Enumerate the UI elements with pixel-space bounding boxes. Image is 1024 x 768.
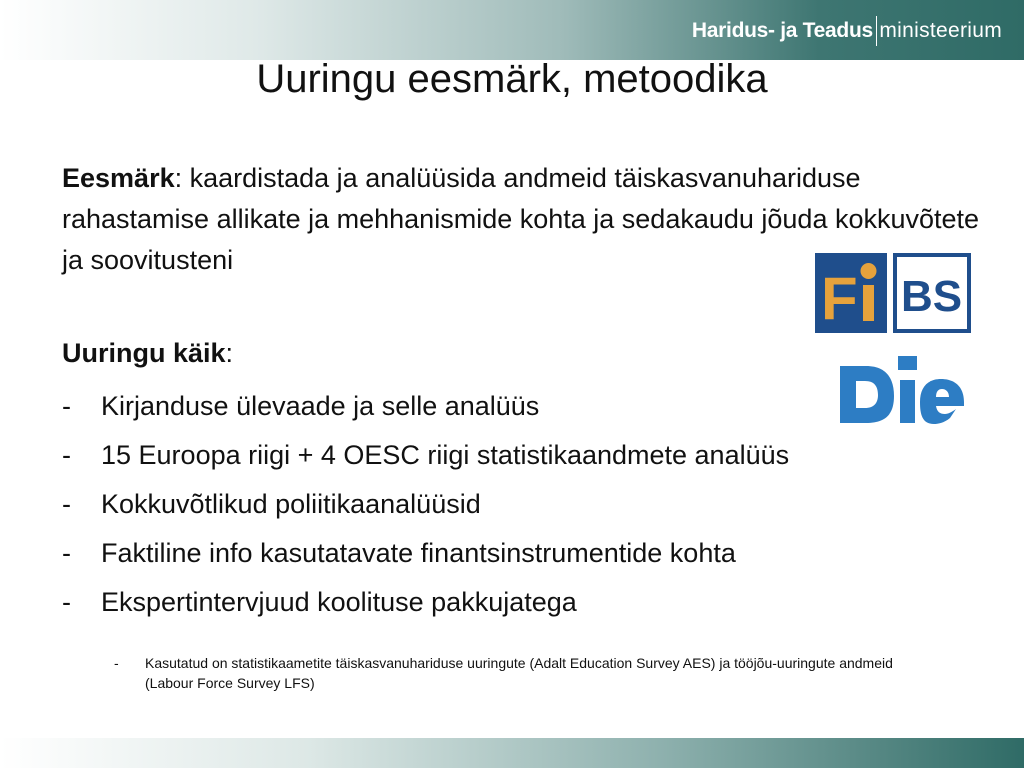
steps-colon: :: [225, 338, 234, 368]
footnote-text: Kasutatud on statistikaametite täiskasvanuhariduse uuringute (Adalt Education Survey AES) ja tööjõu-uuringute andmeid (Labour Force Survey LFS): [145, 655, 893, 691]
svg-text:F: F: [821, 265, 858, 332]
bullet-dash: -: [114, 655, 119, 671]
steps-label: Uuringu käik: [62, 338, 226, 368]
bullet-dash: -: [62, 538, 71, 568]
goal-text: : kaardistada ja analüüsida andmeid täiskasvanuhariduse rahastamise allikate ja mehhanismide kohta ja sedakaudu jõuda kokkuvõtete ja soovitusteni: [62, 163, 980, 275]
fibs-logo: [813, 249, 973, 337]
die-logo: [838, 352, 973, 425]
list-item-text: 15 Euroopa riigi + 4 OESC riigi statistikaandmete analüüs: [101, 440, 790, 470]
footer-band: [0, 738, 1024, 768]
list-item-text: Kokkuvõtlikud poliitikaanalüüsid: [101, 489, 481, 519]
bullet-dash: -: [62, 587, 71, 617]
list-item-text: Ekspertintervjuud koolituse pakkujatega: [101, 587, 577, 617]
goal-label: Eesmärk: [62, 163, 175, 193]
bullet-dash: -: [62, 440, 71, 470]
steps-list: [62, 386, 789, 631]
list-item: [62, 435, 789, 484]
bullet-dash: -: [62, 489, 71, 519]
list-item-text: Faktiline info kasutatavate finantsinstrumentide kohta: [101, 538, 736, 568]
ministry-divider: [876, 16, 878, 46]
ministry-logo: [692, 16, 1002, 46]
list-item: [62, 484, 789, 533]
svg-text:BS: BS: [901, 272, 963, 321]
ministry-name-light: ministeerium: [879, 19, 1002, 42]
bullet-dash: -: [62, 391, 71, 421]
list-item: [62, 533, 789, 582]
slide-title: Uuringu eesmärk, metoodika: [256, 57, 768, 101]
list-item: [62, 386, 789, 435]
steps-heading: [62, 338, 233, 369]
list-item: [62, 582, 789, 631]
list-item-text: Kirjanduse ülevaade ja selle analüüs: [101, 391, 540, 421]
footnote: [114, 653, 934, 693]
ministry-name-bold: Haridus- ja Teadus: [691, 19, 873, 42]
